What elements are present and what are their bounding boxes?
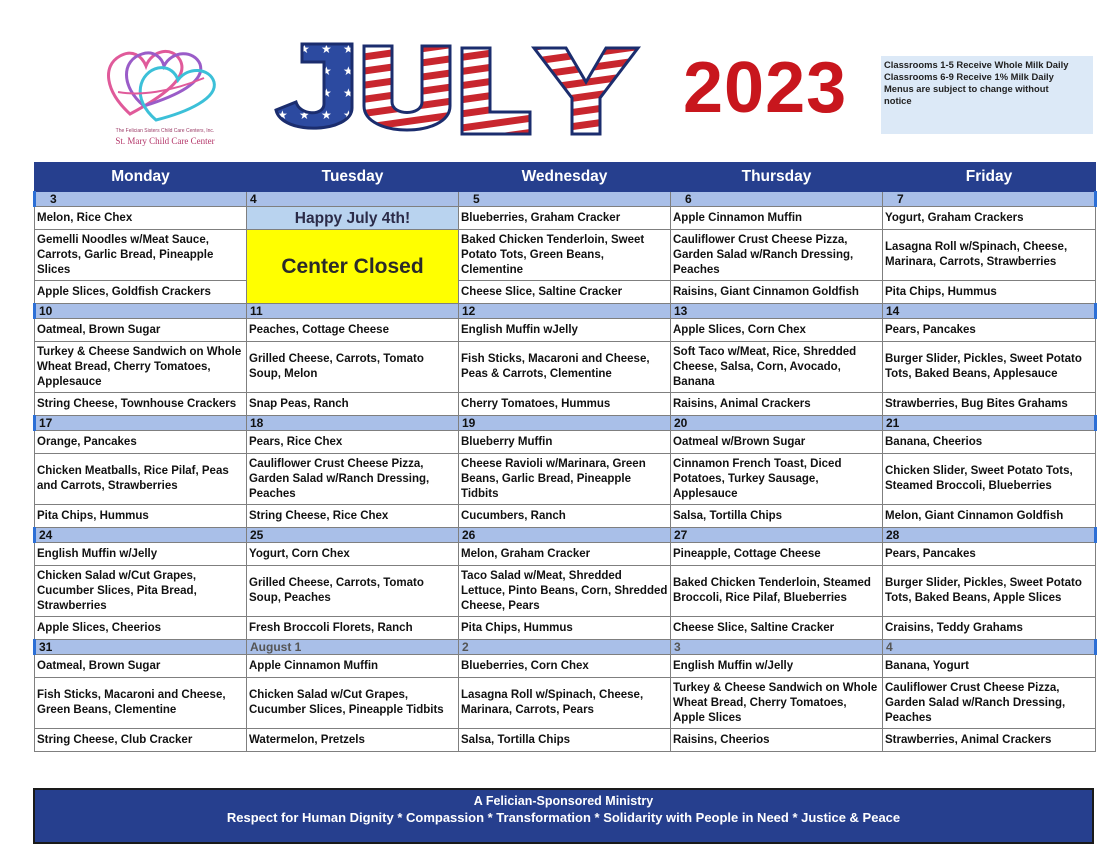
date-cell: 21 [883,416,1096,431]
menu-cell: Turkey & Cheese Sandwich on Whole Wheat Bread, Cherry Tomatoes, Applesauce [35,342,247,393]
breakfast-row [35,543,1096,566]
center-logo [100,36,230,152]
menu-cell: String Cheese, Rice Chex [247,505,459,528]
date-cell: 6 [671,192,883,207]
month-title [272,38,652,138]
snack-row [35,281,1096,304]
date-cell: 20 [671,416,883,431]
weekday-header: Thursday [671,163,883,192]
menu-cell: Chicken Salad w/Cut Grapes, Cucumber Slices, Pita Bread, Strawberries [35,566,247,617]
menu-cell: Turkey & Cheese Sandwich on Whole Wheat Bread, Cherry Tomatoes, Apple Slices [671,678,883,729]
menu-cell: Oatmeal, Brown Sugar [35,319,247,342]
menu-cell: English Muffin w/Jelly [671,655,883,678]
menu-cell: Pineapple, Cottage Cheese [671,543,883,566]
menu-cell: Blueberry Muffin [459,431,671,454]
menu-cell: English Muffin wJelly [459,319,671,342]
menu-cell: Raisins, Cheerios [671,729,883,752]
menu-cell: Watermelon, Pretzels [247,729,459,752]
date-cell: 25 [247,528,459,543]
menu-cell: Strawberries, Animal Crackers [883,729,1096,752]
lunch-row [35,230,1096,281]
menu-cell: Oatmeal, Brown Sugar [35,655,247,678]
menu-cell: Fresh Broccoli Florets, Ranch [247,617,459,640]
date-cell: 19 [459,416,671,431]
lunch-row [35,342,1096,393]
date-row [35,192,1096,207]
menu-cell: Salsa, Tortilla Chips [459,729,671,752]
menu-cell: Chicken Slider, Sweet Potato Tots, Steamed Broccoli, Blueberries [883,454,1096,505]
menu-cell: Melon, Graham Cracker [459,543,671,566]
date-cell: 2 [459,640,671,655]
menu-cell: Soft Taco w/Meat, Rice, Shredded Cheese, Salsa, Corn, Avocado, Banana [671,342,883,393]
date-cell: August 1 [247,640,459,655]
menu-cell: Yogurt, Graham Crackers [883,207,1096,230]
menu-cell: Orange, Pancakes [35,431,247,454]
menu-cell: Apple Cinnamon Muffin [247,655,459,678]
menu-cell: Cherry Tomatoes, Hummus [459,393,671,416]
date-cell: 11 [247,304,459,319]
footer-title: A Felician-Sponsored Ministry [473,794,654,808]
menu-cell: Raisins, Animal Crackers [671,393,883,416]
menu-cell: Cauliflower Crust Cheese Pizza, Garden Salad w/Ranch Dressing, Peaches [671,230,883,281]
date-cell: 4 [883,640,1096,655]
menu-cell: Blueberries, Graham Cracker [459,207,671,230]
menu-cell: Strawberries, Bug Bites Grahams [883,393,1096,416]
notice-line: notice [884,95,912,106]
menu-cell: Cauliflower Crust Cheese Pizza, Garden Salad w/Ranch Dressing, Peaches [247,454,459,505]
menu-cell: Peaches, Cottage Cheese [247,319,459,342]
snack-row [35,617,1096,640]
menu-cell: Yogurt, Corn Chex [247,543,459,566]
date-cell: 17 [35,416,247,431]
date-row [35,640,1096,655]
menu-cell: Chicken Meatballs, Rice Pilaf, Peas and Carrots, Strawberries [35,454,247,505]
logo-org-text: The Felician Sisters Child Care Centers, Inc. [115,128,215,134]
date-cell: 31 [35,640,247,655]
menu-cell: Apple Slices, Cheerios [35,617,247,640]
date-cell: 5 [459,192,671,207]
menu-cell: Chicken Salad w/Cut Grapes, Cucumber Slices, Pineapple Tidbits [247,678,459,729]
menu-cell: String Cheese, Club Cracker [35,729,247,752]
date-cell: 3 [671,640,883,655]
menu-cell: Banana, Yogurt [883,655,1096,678]
menu-cell: Burger Slider, Pickles, Sweet Potato Tots, Baked Beans, Apple Slices [883,566,1096,617]
menu-cell: Pears, Pancakes [883,543,1096,566]
menu-cell: Cheese Slice, Saltine Cracker [459,281,671,304]
snack-row [35,393,1096,416]
menu-cell: Craisins, Teddy Grahams [883,617,1096,640]
menu-cell: Melon, Rice Chex [35,207,247,230]
weekday-header: Friday [883,163,1096,192]
date-row [35,528,1096,543]
weekday-header: Monday [35,163,247,192]
menu-cell: Taco Salad w/Meat, Shredded Lettuce, Pinto Beans, Corn, Shredded Cheese, Pears [459,566,671,617]
menu-cell: Apple Slices, Corn Chex [671,319,883,342]
july-flag-lettering-icon [272,38,652,138]
hearts-logo-icon [100,36,230,128]
menu-cell: Grilled Cheese, Carrots, Tomato Soup, Peaches [247,566,459,617]
menu-cell: Blueberries, Corn Chex [459,655,671,678]
menu-cell: English Muffin w/Jelly [35,543,247,566]
milk-notice-box [881,56,1093,134]
menu-cell: Cucumbers, Ranch [459,505,671,528]
date-cell: 10 [35,304,247,319]
date-cell: 12 [459,304,671,319]
notice-line: Classrooms 1-5 Receive Whole Milk Daily [884,59,1069,70]
date-cell: 13 [671,304,883,319]
ministry-footer [33,788,1094,844]
menu-calendar [33,162,1097,752]
weekday-header-row [35,163,1096,192]
menu-cell: Baked Chicken Tenderloin, Steamed Broccoli, Rice Pilaf, Blueberries [671,566,883,617]
menu-cell: Pears, Rice Chex [247,431,459,454]
snack-row [35,729,1096,752]
menu-cell: Lasagna Roll w/Spinach, Cheese, Marinara, Carrots, Pears [459,678,671,729]
weekday-header: Tuesday [247,163,459,192]
notice-line: Menus are subject to change without [884,83,1049,94]
menu-cell: Fish Sticks, Macaroni and Cheese, Green Beans, Clementine [35,678,247,729]
menu-cell: Banana, Cheerios [883,431,1096,454]
date-cell: 24 [35,528,247,543]
menu-cell: Cinnamon French Toast, Diced Potatoes, Turkey Sausage, Applesauce [671,454,883,505]
center-closed-banner: Center Closed [247,230,459,304]
lunch-row [35,678,1096,729]
breakfast-row [35,207,1096,230]
menu-cell: Fish Sticks, Macaroni and Cheese, Peas & Carrots, Clementine [459,342,671,393]
holiday-banner: Happy July 4th! [247,207,459,230]
year-title: 2023 [683,48,848,128]
menu-cell: Pita Chips, Hummus [883,281,1096,304]
date-row [35,304,1096,319]
date-cell: 3 [35,192,247,207]
menu-cell: Cheese Slice, Saltine Cracker [671,617,883,640]
menu-cell: Apple Cinnamon Muffin [671,207,883,230]
date-cell: 18 [247,416,459,431]
menu-cell: Lasagna Roll w/Spinach, Cheese, Marinara, Carrots, Strawberries [883,230,1096,281]
date-row [35,416,1096,431]
date-cell: 26 [459,528,671,543]
snack-row [35,505,1096,528]
menu-cell: Snap Peas, Ranch [247,393,459,416]
menu-cell: Pita Chips, Hummus [35,505,247,528]
menu-cell: Grilled Cheese, Carrots, Tomato Soup, Melon [247,342,459,393]
weekday-header: Wednesday [459,163,671,192]
menu-cell: Burger Slider, Pickles, Sweet Potato Tots, Baked Beans, Applesauce [883,342,1096,393]
menu-cell: Baked Chicken Tenderloin, Sweet Potato Tots, Green Beans, Clementine [459,230,671,281]
date-cell: 28 [883,528,1096,543]
menu-cell: Oatmeal w/Brown Sugar [671,431,883,454]
menu-cell: Pears, Pancakes [883,319,1096,342]
date-cell: 14 [883,304,1096,319]
breakfast-row [35,431,1096,454]
menu-cell: Gemelli Noodles w/Meat Sauce, Carrots, Garlic Bread, Pineapple Slices [35,230,247,281]
menu-cell: Cheese Ravioli w/Marinara, Green Beans, Garlic Bread, Pineapple Tidbits [459,454,671,505]
menu-cell: Cauliflower Crust Cheese Pizza, Garden Salad w/Ranch Dressing, Peaches [883,678,1096,729]
breakfast-row [35,319,1096,342]
notice-line: Classrooms 6-9 Receive 1% Milk Daily [884,71,1054,82]
lunch-row [35,566,1096,617]
lunch-row [35,454,1096,505]
footer-values: Respect for Human Dignity * Compassion * Transformation * Solidarity with People in Need * Justice & Peace [226,810,901,825]
menu-cell: Pita Chips, Hummus [459,617,671,640]
menu-cell: Salsa, Tortilla Chips [671,505,883,528]
logo-center-name: St. Mary Child Care Center [115,136,215,146]
menu-cell: Raisins, Giant Cinnamon Goldfish [671,281,883,304]
date-cell: 27 [671,528,883,543]
menu-cell: String Cheese, Townhouse Crackers [35,393,247,416]
menu-cell: Melon, Giant Cinnamon Goldfish [883,505,1096,528]
date-cell: 4 [247,192,459,207]
menu-cell: Apple Slices, Goldfish Crackers [35,281,247,304]
date-cell: 7 [883,192,1096,207]
breakfast-row [35,655,1096,678]
